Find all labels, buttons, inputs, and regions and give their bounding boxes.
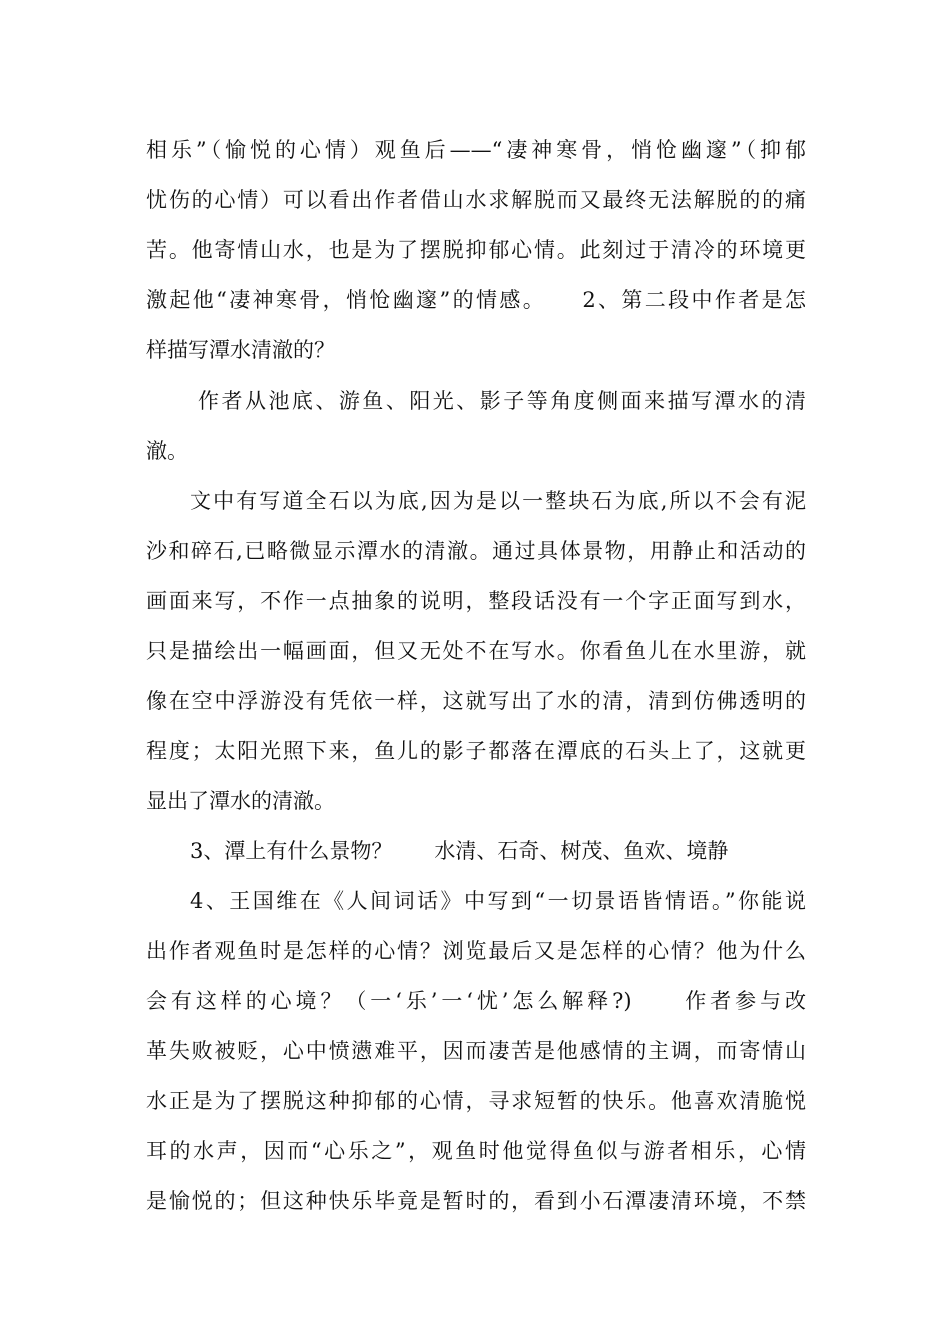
text-line: 只是描绘出一幅画面，但又无处不在写水。你看鱼儿在水里游，就 (146, 639, 806, 663)
text-line: 画面来写，不作一点抽象的说明，整段话没有一个字正面写到水， (146, 589, 806, 613)
text-line: 显出了潭水的清澈。 (146, 789, 335, 813)
text-line: 苦。他寄情山水，也是为了摆脱抑郁心情。此刻过于清冷的环境更 (146, 238, 806, 262)
text-line: 程度；太阳光照下来，鱼儿的影子都落在潭底的石头上了，这就更 (146, 739, 806, 763)
text-line: 作者从池底、游鱼、阳光、影子等角度侧面来描写潭水的清 (198, 389, 806, 413)
text-line: 澈。 (146, 439, 188, 463)
text-line: 会有这样的心境？（一‘乐’一‘忧’怎么解释?) 作者参与改 (146, 989, 806, 1013)
text-line: 相乐”（愉悦的心情）观鱼后——“凄神寒骨，悄怆幽邃”（抑郁 (146, 138, 806, 162)
text-line: 3、潭上有什么景物？ 水清、石奇、树茂、鱼欢、境静 (190, 839, 729, 863)
text-line: 像在空中浮游没有凭依一样，这就写出了水的清，清到仿佛透明的 (146, 689, 806, 713)
text-line: 忧伤的心情）可以看出作者借山水求解脱而又最终无法解脱的的痛 (146, 188, 806, 212)
text-line: 水正是为了摆脱这种抑郁的心情，寻求短暂的快乐。他喜欢清脆悦 (146, 1089, 806, 1113)
text-line: 革失败被贬，心中愤懑难平，因而凄苦是他感情的主调，而寄情山 (146, 1039, 806, 1063)
text-line: 沙和碎石,已略微显示潭水的清澈。通过具体景物，用静止和活动的 (146, 539, 806, 563)
text-line: 4、王国维在《人间词话》中写到“一切景语皆情语。”你能说 (190, 889, 806, 913)
text-line: 是愉悦的；但这种快乐毕竟是暂时的，看到小石潭凄清环境，不禁 (146, 1189, 806, 1213)
text-line: 出作者观鱼时是怎样的心情？浏览最后又是怎样的心情？他为什么 (146, 939, 806, 963)
text-line: 样描写潭水清澈的？ (146, 338, 335, 362)
text-line: 激起他“凄神寒骨，悄怆幽邃”的情感。 2、第二段中作者是怎 (146, 288, 806, 312)
text-line: 文中有写道全石以为底,因为是以一整块石为底,所以不会有泥 (190, 489, 806, 513)
text-line: 耳的水声，因而“心乐之”，观鱼时他觉得鱼似与游者相乐，心情 (146, 1139, 806, 1163)
